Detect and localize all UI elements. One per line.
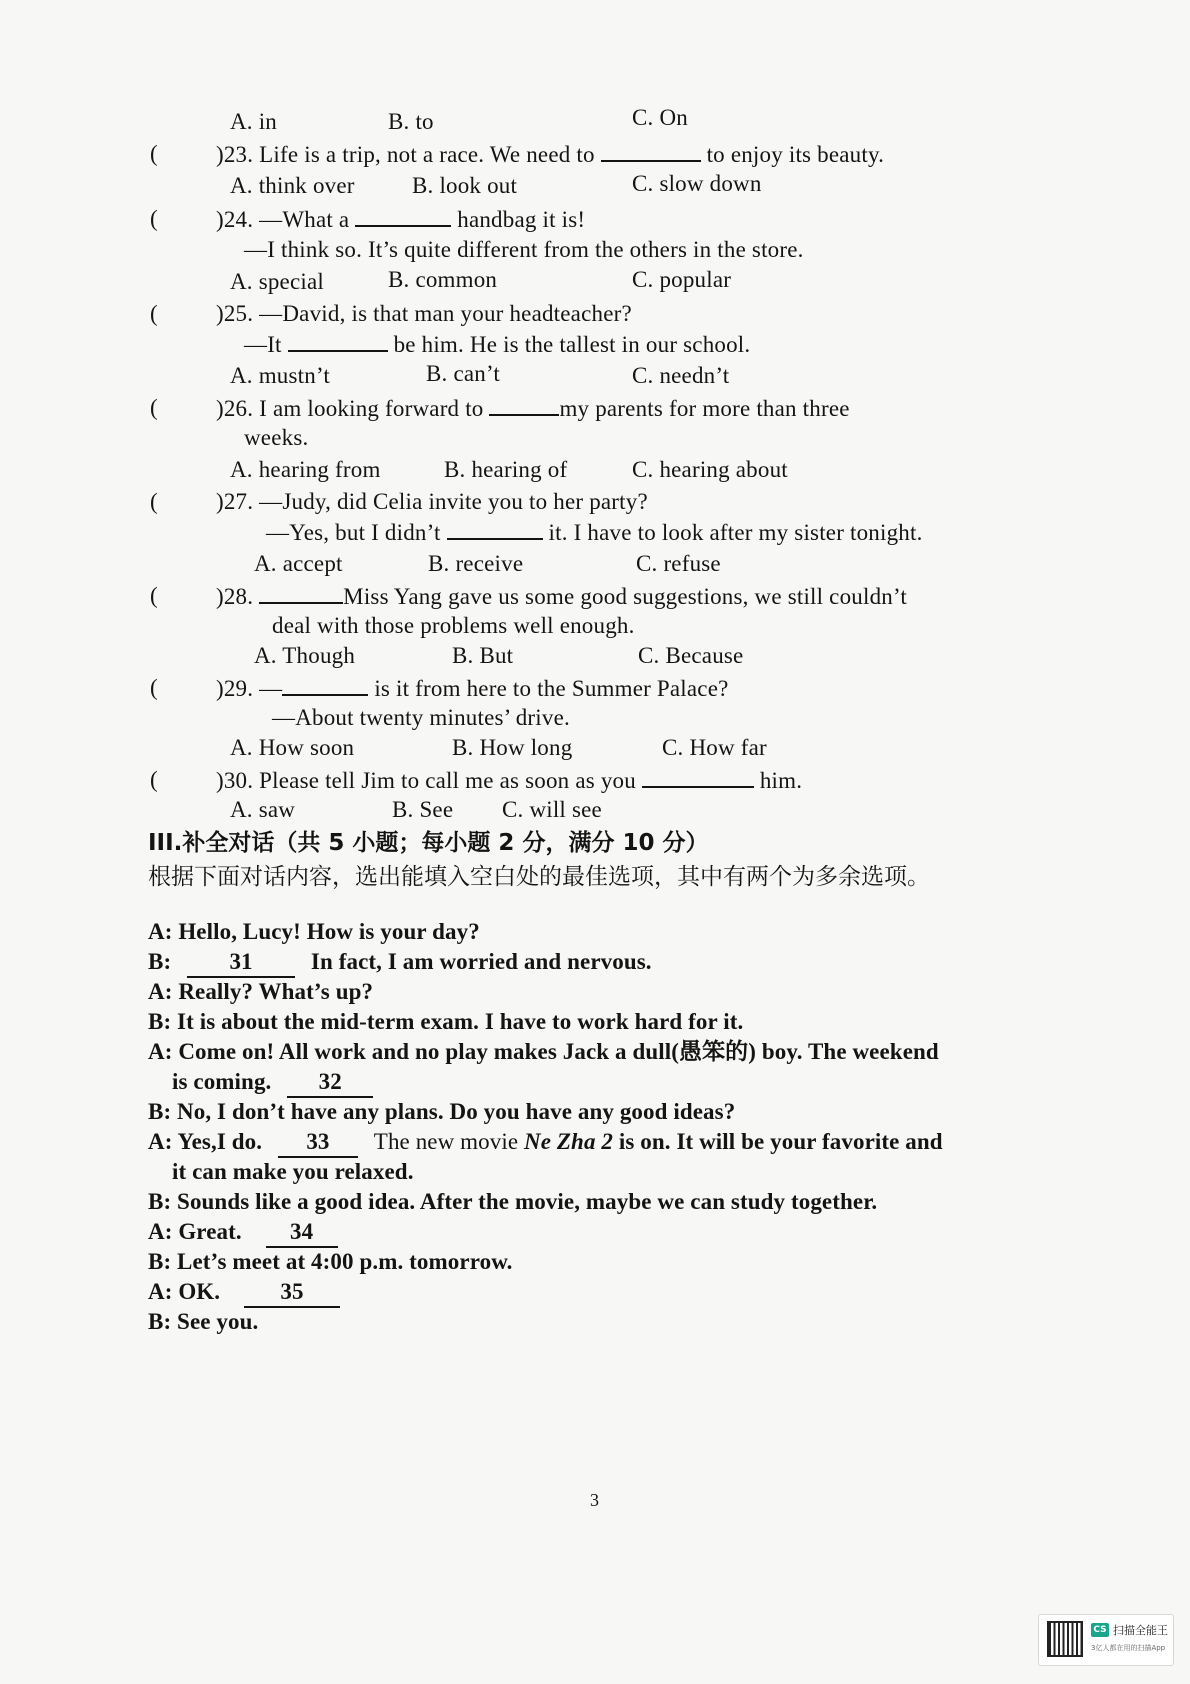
- answer-blank: [642, 766, 754, 788]
- question-stem: I am looking forward to: [259, 396, 484, 421]
- reply-text: it. I have to look after my sister tonight.: [548, 520, 923, 545]
- q22-option-b: B. to: [388, 109, 434, 134]
- question-number: )28.: [216, 584, 254, 609]
- blank-35: 35: [244, 1278, 340, 1308]
- q28-option-c: C. Because: [638, 643, 744, 668]
- question-26: [216, 394, 850, 423]
- q30-option-c: C. will see: [502, 797, 602, 822]
- dialogue-text: In fact, I am worried and nervous.: [310, 949, 652, 974]
- movie-title: Ne Zha 2: [524, 1129, 613, 1154]
- q27-option-a: A. accept: [254, 551, 343, 576]
- q26-continuation: weeks.: [244, 425, 309, 450]
- dialogue-line: [172, 1068, 373, 1098]
- answer-paren: (: [150, 395, 158, 420]
- answer-blank: [288, 330, 388, 352]
- q23-option-b: B. look out: [412, 173, 518, 198]
- question-number: )27.: [216, 489, 254, 514]
- answer-paren: (: [150, 489, 158, 514]
- q25-reply: [244, 330, 750, 359]
- q25-option-c: C. needn’t: [632, 363, 730, 388]
- camscanner-logo: CS: [1091, 1623, 1109, 1637]
- answer-paren: (: [150, 206, 158, 231]
- question-stem: Life is a trip, not a race. We need to: [259, 142, 595, 167]
- q22-option-a: A. in: [230, 109, 277, 134]
- reply-text: be him. He is the tallest in our school.: [393, 332, 751, 357]
- question-stem: —David, is that man your headteacher?: [259, 301, 632, 326]
- question-number: )30.: [216, 768, 254, 793]
- question-stem: handbag it is!: [457, 207, 586, 232]
- scanner-watermark: [1038, 1614, 1174, 1666]
- question-stem: is it from here to the Summer Palace?: [374, 676, 729, 701]
- answer-paren: (: [150, 141, 158, 166]
- question-stem: Please tell Jim to call me as soon as you: [259, 768, 636, 793]
- question-number: )29.: [216, 676, 254, 701]
- dialogue-line: [148, 948, 652, 978]
- question-29: [216, 674, 729, 703]
- speaker-label: B:: [148, 949, 172, 974]
- q25-option-a: A. mustn’t: [230, 363, 330, 388]
- question-number: )23.: [216, 142, 254, 167]
- q26-option-b: B. hearing of: [444, 457, 568, 482]
- q28-option-b: B. But: [452, 643, 514, 668]
- qr-code-icon: [1047, 1621, 1083, 1657]
- q30-option-a: A. saw: [230, 797, 296, 822]
- question-stem: to enjoy its beauty.: [706, 142, 885, 167]
- q24-option-b: B. common: [388, 267, 498, 292]
- q24-option-a: A. special: [230, 269, 324, 294]
- dialogue-line: B: See you.: [148, 1309, 259, 1334]
- dialogue-text: A: Yes,I do.: [148, 1129, 263, 1154]
- question-stem: Miss Yang gave us some good suggestions, we still couldn’t: [343, 584, 907, 609]
- blank-32: 32: [287, 1068, 373, 1098]
- dialogue-line: [148, 1278, 340, 1308]
- answer-paren: (: [150, 583, 158, 608]
- question-stem: my parents for more than three: [559, 396, 850, 421]
- q29-option-c: C. How far: [662, 735, 767, 760]
- dialogue-line: A: Really? What’s up?: [148, 979, 374, 1004]
- dialogue-line: A: Come on! All work and no play makes Jack a dull(愚笨的) boy. The weekend: [148, 1039, 939, 1064]
- question-stem: —What a: [259, 207, 350, 232]
- dialogue-text: The new movie: [373, 1129, 519, 1154]
- q23-option-c: C. slow down: [632, 171, 762, 196]
- dialogue-text: A: Great.: [148, 1219, 242, 1244]
- dialogue-text: is on. It will be your favorite and: [618, 1129, 943, 1154]
- q29-option-a: A. How soon: [230, 735, 355, 760]
- question-stem: —Judy, did Celia invite you to her party?: [259, 489, 648, 514]
- blank-34: 34: [266, 1218, 338, 1248]
- question-25: [216, 300, 632, 328]
- reply-text: —It: [244, 332, 282, 357]
- watermark-name: 扫描全能王: [1113, 1624, 1168, 1637]
- q27-option-c: C. refuse: [636, 551, 721, 576]
- question-stem: him.: [759, 768, 803, 793]
- q24-option-c: C. popular: [632, 267, 732, 292]
- answer-blank: [489, 394, 559, 416]
- blank-33: 33: [278, 1128, 358, 1158]
- question-24: [216, 205, 585, 234]
- answer-blank: [355, 205, 451, 227]
- section-instruction: 根据下面对话内容，选出能填入空白处的最佳选项，其中有两个为多余选项。: [148, 864, 930, 890]
- dialogue-line: A: Hello, Lucy! How is your day?: [148, 919, 480, 944]
- q25-option-b: B. can’t: [426, 361, 500, 386]
- answer-paren: (: [150, 767, 158, 792]
- dialogue-line: B: No, I don’t have any plans. Do you have any good ideas?: [148, 1099, 736, 1124]
- q28-continuation: deal with those problems well enough.: [272, 613, 635, 638]
- dialogue-line: B: Let’s meet at 4:00 p.m. tomorrow.: [148, 1249, 513, 1274]
- question-number: )24.: [216, 207, 254, 232]
- blank-31: 31: [187, 948, 295, 978]
- dialogue-line: [148, 1218, 338, 1248]
- answer-blank: [447, 518, 543, 540]
- answer-blank: [259, 582, 343, 604]
- q26-option-c: C. hearing about: [632, 457, 788, 482]
- reply-text: —Yes, but I didn’t: [266, 520, 441, 545]
- answer-blank: [601, 140, 701, 162]
- question-27: [216, 488, 648, 516]
- q24-reply: —I think so. It’s quite different from the others in the store.: [244, 237, 804, 262]
- q27-reply: [266, 518, 923, 547]
- watermark-tagline: 3亿人都在用的扫描App: [1091, 1644, 1166, 1652]
- q22-option-c: C. On: [632, 105, 688, 130]
- dialogue-line: it can make you relaxed.: [172, 1159, 414, 1184]
- dialogue-line: [148, 1128, 943, 1158]
- dialogue-text: A: OK.: [148, 1279, 221, 1304]
- q26-option-a: A. hearing from: [230, 457, 381, 482]
- question-stem: —: [259, 676, 283, 701]
- dialogue-line: B: It is about the mid-term exam. I have to work hard for it.: [148, 1009, 744, 1034]
- dialogue-line: B: Sounds like a good idea. After the movie, maybe we can study together.: [148, 1189, 878, 1214]
- question-23: [216, 140, 884, 169]
- page-number: 3: [590, 1490, 599, 1510]
- q30-option-b: B. See: [392, 797, 454, 822]
- question-number: )25.: [216, 301, 254, 326]
- answer-paren: (: [150, 675, 158, 700]
- q29-reply: —About twenty minutes’ drive.: [272, 705, 570, 730]
- q27-option-b: B. receive: [428, 551, 524, 576]
- q23-option-a: A. think over: [230, 173, 355, 198]
- question-28: [216, 582, 907, 611]
- answer-blank: [282, 674, 368, 696]
- question-30: [216, 766, 802, 795]
- answer-paren: (: [150, 301, 158, 326]
- section-title: III.补全对话（共 5 小题；每小题 2 分，满分 10 分）: [148, 830, 709, 856]
- question-number: )26.: [216, 396, 254, 421]
- dialogue-text: is coming.: [172, 1069, 272, 1094]
- q29-option-b: B. How long: [452, 735, 573, 760]
- q28-option-a: A. Though: [254, 643, 356, 668]
